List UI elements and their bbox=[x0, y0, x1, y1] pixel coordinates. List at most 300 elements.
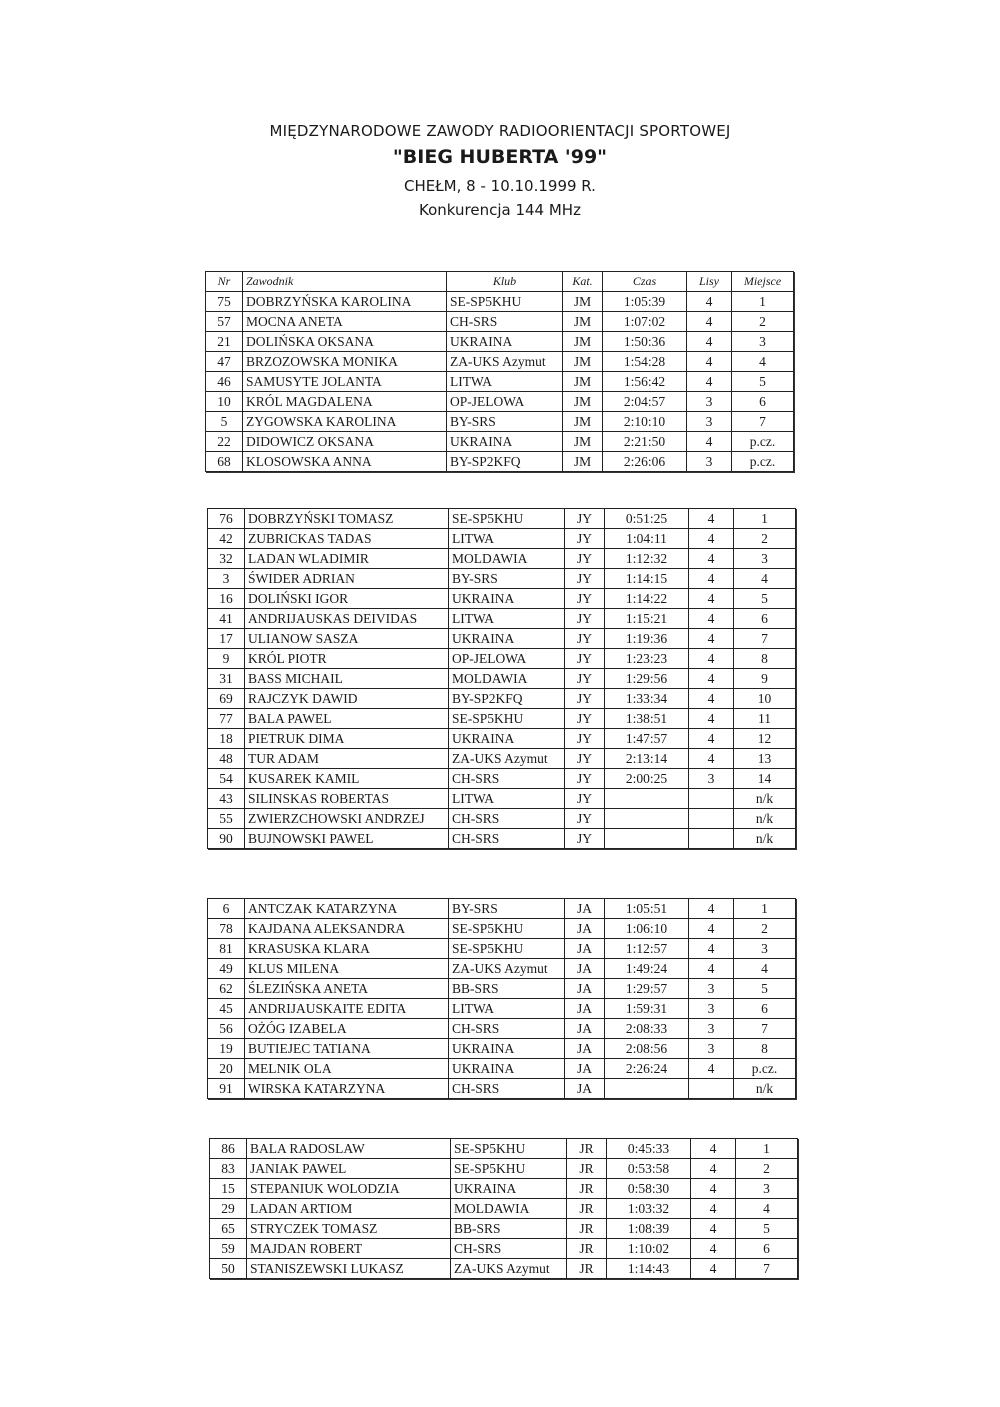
cell-lisy: 4 bbox=[691, 1139, 736, 1159]
cell-miejsce: 3 bbox=[732, 332, 794, 352]
cell-kat: JM bbox=[563, 372, 603, 392]
table-row bbox=[208, 999, 796, 1019]
cell-lisy: 4 bbox=[689, 589, 734, 609]
cell-lisy: 3 bbox=[689, 979, 734, 999]
cell-nr: 78 bbox=[208, 919, 245, 939]
cell-lisy bbox=[689, 829, 734, 849]
table-row bbox=[208, 789, 796, 809]
cell-klub: SE-SP5KHU bbox=[451, 1139, 567, 1159]
cell-kat: JR bbox=[567, 1139, 607, 1159]
cell-czas bbox=[605, 809, 689, 829]
cell-miejsce: 8 bbox=[734, 649, 796, 669]
results-table bbox=[207, 508, 796, 849]
cell-czas: 1:14:15 bbox=[605, 569, 689, 589]
cell-czas: 0:51:25 bbox=[605, 509, 689, 529]
cell-klub: BB-SRS bbox=[449, 979, 565, 999]
cell-lisy: 3 bbox=[689, 769, 734, 789]
cell-lisy: 4 bbox=[691, 1199, 736, 1219]
cell-lisy: 4 bbox=[687, 332, 732, 352]
cell-klub: CH-SRS bbox=[449, 809, 565, 829]
cell-zawodnik: MAJDAN ROBERT bbox=[247, 1239, 451, 1259]
cell-czas: 1:14:22 bbox=[605, 589, 689, 609]
cell-zawodnik: ŚLEZIŃSKA ANETA bbox=[245, 979, 449, 999]
results-table bbox=[205, 271, 794, 472]
event-category: Konkurencja 144 MHz bbox=[419, 201, 581, 219]
cell-klub: BY-SRS bbox=[449, 569, 565, 589]
cell-kat: JM bbox=[563, 312, 603, 332]
table-row bbox=[208, 979, 796, 999]
cell-czas: 1:56:42 bbox=[603, 372, 687, 392]
cell-czas: 2:26:06 bbox=[603, 452, 687, 472]
cell-czas: 1:49:24 bbox=[605, 959, 689, 979]
cell-nr: 21 bbox=[206, 332, 243, 352]
cell-czas: 1:59:31 bbox=[605, 999, 689, 1019]
cell-miejsce: n/k bbox=[734, 809, 796, 829]
cell-zawodnik: KUSAREK KAMIL bbox=[245, 769, 449, 789]
cell-kat: JA bbox=[565, 939, 605, 959]
cell-nr: 46 bbox=[206, 372, 243, 392]
cell-miejsce: 4 bbox=[732, 352, 794, 372]
cell-zawodnik: SAMUSYTE JOLANTA bbox=[243, 372, 447, 392]
column-header-czas: Czas bbox=[603, 272, 687, 292]
cell-klub: CH-SRS bbox=[447, 312, 563, 332]
cell-nr: 50 bbox=[210, 1259, 247, 1279]
cell-lisy: 4 bbox=[691, 1159, 736, 1179]
table-header-row bbox=[206, 272, 794, 292]
cell-klub: CH-SRS bbox=[449, 769, 565, 789]
cell-czas: 1:15:21 bbox=[605, 609, 689, 629]
cell-miejsce: 3 bbox=[734, 939, 796, 959]
cell-lisy bbox=[689, 809, 734, 829]
cell-klub: UKRAINA bbox=[451, 1179, 567, 1199]
table-row bbox=[210, 1199, 798, 1219]
cell-lisy bbox=[689, 1079, 734, 1099]
table-row bbox=[208, 509, 796, 529]
table-row bbox=[208, 1039, 796, 1059]
table-row bbox=[210, 1259, 798, 1279]
cell-kat: JR bbox=[567, 1179, 607, 1199]
cell-czas: 1:12:32 bbox=[605, 549, 689, 569]
cell-kat: JA bbox=[565, 979, 605, 999]
cell-klub: MOLDAWIA bbox=[449, 669, 565, 689]
cell-nr: 6 bbox=[208, 899, 245, 919]
cell-nr: 59 bbox=[210, 1239, 247, 1259]
cell-zawodnik: KRÓL MAGDALENA bbox=[243, 392, 447, 412]
cell-kat: JY bbox=[565, 589, 605, 609]
cell-nr: 49 bbox=[208, 959, 245, 979]
cell-klub: CH-SRS bbox=[451, 1239, 567, 1259]
cell-lisy: 4 bbox=[689, 549, 734, 569]
event-name: "BIEG HUBERTA '99" bbox=[392, 146, 608, 168]
cell-nr: 16 bbox=[208, 589, 245, 609]
cell-nr: 55 bbox=[208, 809, 245, 829]
cell-kat: JA bbox=[565, 959, 605, 979]
cell-miejsce: 5 bbox=[734, 979, 796, 999]
cell-zawodnik: BALA PAWEL bbox=[245, 709, 449, 729]
cell-kat: JY bbox=[565, 509, 605, 529]
cell-lisy: 3 bbox=[689, 1019, 734, 1039]
cell-nr: 32 bbox=[208, 549, 245, 569]
table-row bbox=[208, 629, 796, 649]
table-row bbox=[208, 649, 796, 669]
cell-kat: JY bbox=[565, 549, 605, 569]
table-row bbox=[208, 939, 796, 959]
cell-miejsce: 2 bbox=[736, 1159, 798, 1179]
cell-klub: MOLDAWIA bbox=[451, 1199, 567, 1219]
cell-zawodnik: ANDRIJAUSKAS DEIVIDAS bbox=[245, 609, 449, 629]
cell-miejsce: 6 bbox=[732, 392, 794, 412]
table-row bbox=[208, 829, 796, 849]
cell-miejsce: p.cz. bbox=[732, 452, 794, 472]
cell-miejsce: 6 bbox=[736, 1239, 798, 1259]
cell-miejsce: 2 bbox=[734, 919, 796, 939]
cell-lisy: 4 bbox=[689, 709, 734, 729]
cell-czas: 1:06:10 bbox=[605, 919, 689, 939]
cell-lisy: 4 bbox=[689, 959, 734, 979]
cell-klub: CH-SRS bbox=[449, 1019, 565, 1039]
table-row bbox=[208, 749, 796, 769]
cell-kat: JY bbox=[565, 669, 605, 689]
cell-zawodnik: STEPANIUK WOLODZIA bbox=[247, 1179, 451, 1199]
cell-czas: 2:08:33 bbox=[605, 1019, 689, 1039]
table-row bbox=[208, 919, 796, 939]
cell-czas bbox=[605, 1079, 689, 1099]
cell-czas: 0:53:58 bbox=[607, 1159, 691, 1179]
table-row bbox=[210, 1239, 798, 1259]
table-row bbox=[208, 609, 796, 629]
cell-klub: UKRAINA bbox=[449, 1039, 565, 1059]
cell-kat: JY bbox=[565, 789, 605, 809]
cell-zawodnik: ANDRIJAUSKAITE EDITA bbox=[245, 999, 449, 1019]
cell-czas bbox=[605, 829, 689, 849]
cell-zawodnik: BUJNOWSKI PAWEL bbox=[245, 829, 449, 849]
cell-zawodnik: KRÓL PIOTR bbox=[245, 649, 449, 669]
cell-czas: 2:21:50 bbox=[603, 432, 687, 452]
cell-kat: JY bbox=[565, 709, 605, 729]
cell-klub: UKRAINA bbox=[449, 729, 565, 749]
cell-miejsce: 5 bbox=[732, 372, 794, 392]
table-row bbox=[208, 689, 796, 709]
cell-nr: 76 bbox=[208, 509, 245, 529]
cell-kat: JY bbox=[565, 809, 605, 829]
table-row bbox=[208, 729, 796, 749]
cell-czas bbox=[605, 789, 689, 809]
cell-klub: UKRAINA bbox=[449, 1059, 565, 1079]
cell-kat: JM bbox=[563, 292, 603, 312]
cell-zawodnik: MELNIK OLA bbox=[245, 1059, 449, 1079]
results-table bbox=[209, 1138, 798, 1279]
cell-kat: JM bbox=[563, 332, 603, 352]
cell-nr: 48 bbox=[208, 749, 245, 769]
cell-zawodnik: KRASUSKA KLARA bbox=[245, 939, 449, 959]
table-row bbox=[210, 1179, 798, 1199]
cell-nr: 42 bbox=[208, 529, 245, 549]
table-row bbox=[206, 312, 794, 332]
cell-czas: 1:12:57 bbox=[605, 939, 689, 959]
cell-nr: 62 bbox=[208, 979, 245, 999]
cell-miejsce: 4 bbox=[734, 569, 796, 589]
table-row bbox=[208, 589, 796, 609]
cell-czas: 1:38:51 bbox=[605, 709, 689, 729]
event-place-date: CHEŁM, 8 - 10.10.1999 R. bbox=[404, 177, 596, 195]
table-row bbox=[208, 1019, 796, 1039]
cell-miejsce: 6 bbox=[734, 609, 796, 629]
cell-klub: CH-SRS bbox=[449, 1079, 565, 1099]
cell-czas: 2:04:57 bbox=[603, 392, 687, 412]
cell-nr: 54 bbox=[208, 769, 245, 789]
cell-klub: BY-SP2KFQ bbox=[449, 689, 565, 709]
cell-klub: SE-SP5KHU bbox=[449, 919, 565, 939]
cell-nr: 91 bbox=[208, 1079, 245, 1099]
table-row bbox=[208, 569, 796, 589]
cell-miejsce: 9 bbox=[734, 669, 796, 689]
cell-klub: MOLDAWIA bbox=[449, 549, 565, 569]
competition-title: MIĘDZYNARODOWE ZAWODY RADIOORIENTACJI SPORTOWEJ bbox=[269, 122, 731, 140]
cell-zawodnik: ZYGOWSKA KAROLINA bbox=[243, 412, 447, 432]
table-row bbox=[206, 432, 794, 452]
cell-nr: 20 bbox=[208, 1059, 245, 1079]
cell-miejsce: 11 bbox=[734, 709, 796, 729]
cell-zawodnik: WIRSKA KATARZYNA bbox=[245, 1079, 449, 1099]
cell-zawodnik: ZWIERZCHOWSKI ANDRZEJ bbox=[245, 809, 449, 829]
table-row bbox=[206, 292, 794, 312]
column-header-lisy: Lisy bbox=[687, 272, 732, 292]
cell-kat: JY bbox=[565, 649, 605, 669]
cell-klub: BB-SRS bbox=[451, 1219, 567, 1239]
cell-czas: 2:10:10 bbox=[603, 412, 687, 432]
cell-kat: JR bbox=[567, 1219, 607, 1239]
cell-klub: ZA-UKS Azymut bbox=[447, 352, 563, 372]
cell-czas: 1:23:23 bbox=[605, 649, 689, 669]
cell-nr: 18 bbox=[208, 729, 245, 749]
cell-nr: 43 bbox=[208, 789, 245, 809]
cell-nr: 17 bbox=[208, 629, 245, 649]
cell-klub: UKRAINA bbox=[449, 589, 565, 609]
cell-miejsce: 4 bbox=[734, 959, 796, 979]
cell-nr: 65 bbox=[210, 1219, 247, 1239]
cell-klub: BY-SRS bbox=[447, 412, 563, 432]
cell-nr: 3 bbox=[208, 569, 245, 589]
cell-miejsce: 1 bbox=[734, 509, 796, 529]
cell-zawodnik: ANTCZAK KATARZYNA bbox=[245, 899, 449, 919]
cell-miejsce: p.cz. bbox=[734, 1059, 796, 1079]
cell-klub: LITWA bbox=[449, 529, 565, 549]
cell-miejsce: 5 bbox=[736, 1219, 798, 1239]
cell-kat: JY bbox=[565, 769, 605, 789]
table-row bbox=[208, 899, 796, 919]
cell-kat: JA bbox=[565, 919, 605, 939]
cell-kat: JY bbox=[565, 829, 605, 849]
cell-lisy: 4 bbox=[687, 432, 732, 452]
cell-czas: 1:08:39 bbox=[607, 1219, 691, 1239]
cell-miejsce: 14 bbox=[734, 769, 796, 789]
cell-nr: 41 bbox=[208, 609, 245, 629]
cell-klub: LITWA bbox=[447, 372, 563, 392]
cell-lisy: 4 bbox=[689, 629, 734, 649]
cell-zawodnik: BUTIEJEC TATIANA bbox=[245, 1039, 449, 1059]
cell-lisy: 4 bbox=[691, 1219, 736, 1239]
results-table bbox=[207, 898, 796, 1099]
cell-miejsce: 5 bbox=[734, 589, 796, 609]
cell-czas: 1:04:11 bbox=[605, 529, 689, 549]
cell-zawodnik: SILINSKAS ROBERTAS bbox=[245, 789, 449, 809]
cell-nr: 57 bbox=[206, 312, 243, 332]
cell-zawodnik: STRYCZEK TOMASZ bbox=[247, 1219, 451, 1239]
table-row bbox=[208, 549, 796, 569]
cell-klub: UKRAINA bbox=[449, 629, 565, 649]
cell-kat: JR bbox=[567, 1159, 607, 1179]
cell-kat: JM bbox=[563, 352, 603, 372]
cell-zawodnik: DOBRZYŃSKA KAROLINA bbox=[243, 292, 447, 312]
cell-lisy: 4 bbox=[687, 352, 732, 372]
cell-zawodnik: LADAN WLADIMIR bbox=[245, 549, 449, 569]
cell-zawodnik: STANISZEWSKI LUKASZ bbox=[247, 1259, 451, 1279]
cell-czas: 1:19:36 bbox=[605, 629, 689, 649]
cell-klub: ZA-UKS Azymut bbox=[449, 959, 565, 979]
cell-miejsce: 1 bbox=[732, 292, 794, 312]
cell-nr: 69 bbox=[208, 689, 245, 709]
cell-kat: JM bbox=[563, 412, 603, 432]
table-row bbox=[206, 392, 794, 412]
cell-miejsce: n/k bbox=[734, 1079, 796, 1099]
table-row bbox=[210, 1139, 798, 1159]
column-header-miejsce: Miejsce bbox=[732, 272, 794, 292]
cell-kat: JA bbox=[565, 1079, 605, 1099]
cell-zawodnik: ZUBRICKAS TADAS bbox=[245, 529, 449, 549]
cell-zawodnik: DOBRZYŃSKI TOMASZ bbox=[245, 509, 449, 529]
cell-zawodnik: DOLIŃSKI IGOR bbox=[245, 589, 449, 609]
table-row bbox=[206, 412, 794, 432]
table-row bbox=[206, 452, 794, 472]
cell-miejsce: 3 bbox=[736, 1179, 798, 1199]
table-row bbox=[208, 1079, 796, 1099]
cell-czas: 2:08:56 bbox=[605, 1039, 689, 1059]
cell-kat: JA bbox=[565, 899, 605, 919]
cell-kat: JR bbox=[567, 1259, 607, 1279]
cell-klub: SE-SP5KHU bbox=[447, 292, 563, 312]
cell-lisy: 3 bbox=[687, 452, 732, 472]
cell-czas: 0:45:33 bbox=[607, 1139, 691, 1159]
cell-kat: JR bbox=[567, 1239, 607, 1259]
cell-lisy: 4 bbox=[689, 729, 734, 749]
cell-lisy: 4 bbox=[689, 939, 734, 959]
cell-lisy: 4 bbox=[687, 312, 732, 332]
cell-klub: OP-JELOWA bbox=[447, 392, 563, 412]
cell-czas: 2:00:25 bbox=[605, 769, 689, 789]
cell-kat: JY bbox=[565, 729, 605, 749]
cell-lisy: 4 bbox=[689, 609, 734, 629]
cell-nr: 81 bbox=[208, 939, 245, 959]
cell-kat: JY bbox=[565, 609, 605, 629]
cell-nr: 10 bbox=[206, 392, 243, 412]
cell-kat: JY bbox=[565, 629, 605, 649]
cell-klub: UKRAINA bbox=[447, 432, 563, 452]
cell-zawodnik: LADAN ARTIOM bbox=[247, 1199, 451, 1219]
table-row bbox=[208, 959, 796, 979]
cell-zawodnik: KLUS MILENA bbox=[245, 959, 449, 979]
cell-klub: LITWA bbox=[449, 609, 565, 629]
cell-nr: 56 bbox=[208, 1019, 245, 1039]
cell-zawodnik: ŚWIDER ADRIAN bbox=[245, 569, 449, 589]
table-row bbox=[208, 1059, 796, 1079]
cell-klub: LITWA bbox=[449, 999, 565, 1019]
cell-miejsce: 7 bbox=[732, 412, 794, 432]
column-header-zawodnik: Zawodnik bbox=[243, 272, 447, 292]
cell-miejsce: 4 bbox=[736, 1199, 798, 1219]
cell-miejsce: 1 bbox=[734, 899, 796, 919]
cell-kat: JY bbox=[565, 569, 605, 589]
cell-czas: 1:50:36 bbox=[603, 332, 687, 352]
cell-zawodnik: RAJCZYK DAWID bbox=[245, 689, 449, 709]
cell-miejsce: 3 bbox=[734, 549, 796, 569]
cell-lisy: 4 bbox=[689, 749, 734, 769]
cell-zawodnik: TUR ADAM bbox=[245, 749, 449, 769]
cell-nr: 9 bbox=[208, 649, 245, 669]
cell-miejsce: 2 bbox=[732, 312, 794, 332]
cell-lisy: 4 bbox=[689, 1059, 734, 1079]
cell-miejsce: p.cz. bbox=[732, 432, 794, 452]
cell-miejsce: 2 bbox=[734, 529, 796, 549]
cell-miejsce: 6 bbox=[734, 999, 796, 1019]
cell-lisy: 4 bbox=[691, 1259, 736, 1279]
table-row bbox=[210, 1219, 798, 1239]
table-row bbox=[208, 669, 796, 689]
cell-lisy: 4 bbox=[687, 372, 732, 392]
cell-klub: SE-SP5KHU bbox=[449, 509, 565, 529]
cell-zawodnik: PIETRUK DIMA bbox=[245, 729, 449, 749]
cell-lisy: 4 bbox=[689, 899, 734, 919]
cell-nr: 29 bbox=[210, 1199, 247, 1219]
cell-kat: JY bbox=[565, 689, 605, 709]
table-row bbox=[208, 709, 796, 729]
cell-klub: CH-SRS bbox=[449, 829, 565, 849]
cell-czas: 1:47:57 bbox=[605, 729, 689, 749]
cell-nr: 47 bbox=[206, 352, 243, 372]
cell-zawodnik: BALA RADOSLAW bbox=[247, 1139, 451, 1159]
cell-nr: 75 bbox=[206, 292, 243, 312]
cell-kat: JA bbox=[565, 999, 605, 1019]
cell-nr: 83 bbox=[210, 1159, 247, 1179]
cell-lisy: 4 bbox=[689, 919, 734, 939]
cell-czas: 1:07:02 bbox=[603, 312, 687, 332]
cell-czas: 1:29:57 bbox=[605, 979, 689, 999]
cell-lisy: 4 bbox=[691, 1239, 736, 1259]
cell-kat: JA bbox=[565, 1059, 605, 1079]
cell-zawodnik: OŻÓG IZABELA bbox=[245, 1019, 449, 1039]
cell-lisy: 4 bbox=[689, 529, 734, 549]
table-row bbox=[208, 529, 796, 549]
cell-miejsce: 1 bbox=[736, 1139, 798, 1159]
cell-miejsce: 13 bbox=[734, 749, 796, 769]
cell-lisy: 4 bbox=[689, 649, 734, 669]
cell-kat: JM bbox=[563, 432, 603, 452]
cell-zawodnik: ULIANOW SASZA bbox=[245, 629, 449, 649]
cell-nr: 15 bbox=[210, 1179, 247, 1199]
cell-nr: 68 bbox=[206, 452, 243, 472]
cell-lisy: 4 bbox=[689, 569, 734, 589]
cell-nr: 45 bbox=[208, 999, 245, 1019]
cell-czas: 0:58:30 bbox=[607, 1179, 691, 1199]
cell-lisy: 4 bbox=[687, 292, 732, 312]
cell-klub: ZA-UKS Azymut bbox=[451, 1259, 567, 1279]
table-row bbox=[206, 372, 794, 392]
column-header-kat: Kat. bbox=[563, 272, 603, 292]
cell-lisy: 4 bbox=[689, 689, 734, 709]
cell-czas: 1:14:43 bbox=[607, 1259, 691, 1279]
cell-lisy: 3 bbox=[689, 999, 734, 1019]
cell-miejsce: n/k bbox=[734, 789, 796, 809]
cell-kat: JM bbox=[563, 392, 603, 412]
